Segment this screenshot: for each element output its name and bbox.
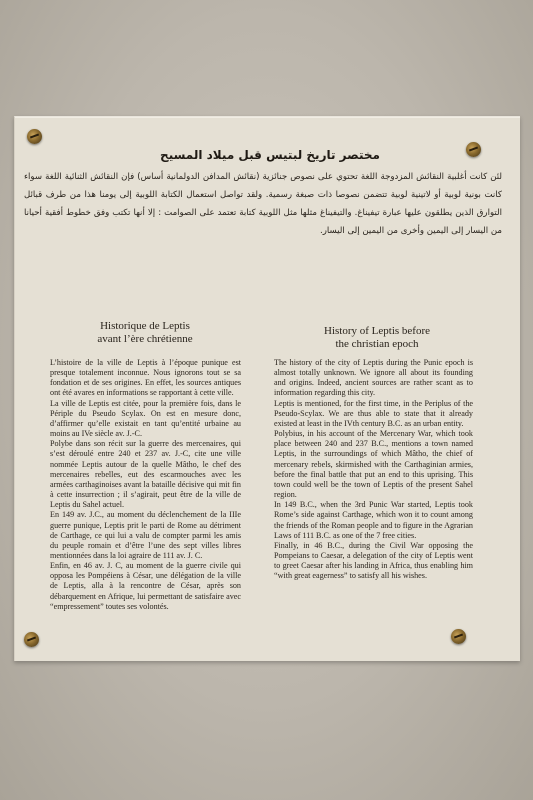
screw-bottom-right-icon <box>451 629 466 644</box>
french-paragraph: En 149 av. J.C., au moment du déclenchement de la IIIe guerre punique, Leptis prit le parti de Rome au détriment de Carthage, ce qui lui a valu de compter parmi les amis du peuple romain et d’être l’une des sept villes libres mentionnées dans la loi agraire de 111 av. J. C. <box>50 510 241 560</box>
french-title-line-1: Historique de Leptis <box>100 320 190 332</box>
english-paragraph: Finally, in 46 B.C., during the Civil War opposing the Pompeians to Caesar, a delegation of the city of Leptis went to greet Caesar after his landing in Africa, thus enabling him “with great eagerness” to satisfy all his wishes. <box>274 540 473 581</box>
screw-top-left-icon <box>27 129 42 144</box>
english-paragraph: The history of the city of Leptis during the Punic epoch is almost totally unknown. We ignore all about its founding and origins. Indeed, ancient sources are rather scant as to information regarding this city. <box>274 358 473 398</box>
french-title-line-2: avant l’ère chrétienne <box>97 333 193 345</box>
english-paragraph: Leptis is mentioned, for the first time, in the Periplus of the Pseudo-Scylax. We are thus able to state that it already existed at least in the IVth century B.C. as an urban entity. <box>274 398 473 428</box>
arabic-body: لئن كانت أغلبية النقائش المزدوجة اللغة تحتوي على نصوص جنائزية (نقائش المدافن الدولمانية أساس) فإن النقائش الثنائية اللغة سواء كانت بونية لوبية أو لاتينية لوبية تتضمن نصوصا ذات صبغة رسمية. ولقد تواصل استعمال الكتابة اللوبية إلى يومنا هذا من طرف قبائل التوارق الذين يطلقون عليها عبارة تيفيناغ. والتيفيناغ مثلها مثل اللوبية كتابة تعتمد على الصوامت : إلا أنها تكتب وفق خطوط أفقية أحيانا من اليسار إلى اليمين وأخرى من اليمين إلى اليسار. <box>24 172 502 236</box>
english-title <box>292 325 462 351</box>
english-text-column <box>274 358 473 581</box>
french-text-column <box>50 358 241 612</box>
arabic-title: مختصر تاريخ لبتيس قبل ميلاد المسيح <box>160 148 380 162</box>
french-paragraph: L’histoire de la ville de Leptis à l’époque punique est presque totalement inconnue. Nous ignorons tout se sa fondation et de ses origines. En effet, les sources antiques ont été avares en informations se rapportant à cette ville. <box>50 358 241 398</box>
french-paragraph: La ville de Leptis est citée, pour la première fois, dans le Périple du Pseudo Scylax. On est en mesure donc, d’affirmer qu’elle existait en tant qu’entité urbaine au moins au IVe siècle av. J.-C. <box>50 398 241 439</box>
french-paragraph: Enfin, en 46 av. J. C, au moment de la guerre civile qui opposa les Pompéiens à César, une délégation de la ville de Leptis, alla à la rencontre de César, après son débarquement en Afrique, lui permettant de satisfaire avec “empressement” toutes ses volontés. <box>50 561 241 611</box>
french-paragraph: Polybe dans son récit sur la guerre des mercenaires, qui s’est déroulé entre 240 et 237 av. J.-C, cite une ville nommée Leptis autour de la quelle Mâtho, le chef des mercenaires rebelles, eut des escarmouches avec les armées carthaginoises avant la bataille décisive qui mit fin à cette insurrection ; il s’agirait, peut être de la ville de Leptis du Sahel actuel. <box>50 439 241 510</box>
french-title <box>60 320 230 346</box>
english-paragraph: In 149 B.C., when the 3rd Punic War started, Leptis took Rome’s side against Carthage, which won it to count among the friends of the Roman people and to figure in the Agrarian Laws of 111 B.C. as one of the 7 free cities. <box>274 500 473 540</box>
english-paragraph: Polybius, in his account of the Mercenary War, which took place between 240 and 237 B.C., mentions a town named Leptis, in the surroundings of which Mâtho, the chief of mercenary rebels, skirmished with the Carthaginian armies, before the final battle that put an end to this uprising. This town could well be the town of Leptis of the present Sahel region. <box>274 429 473 500</box>
screw-bottom-left-icon <box>24 632 39 647</box>
english-title-line-2: the christian epoch <box>335 338 419 350</box>
english-title-line-1: History of Leptis before <box>324 325 430 337</box>
